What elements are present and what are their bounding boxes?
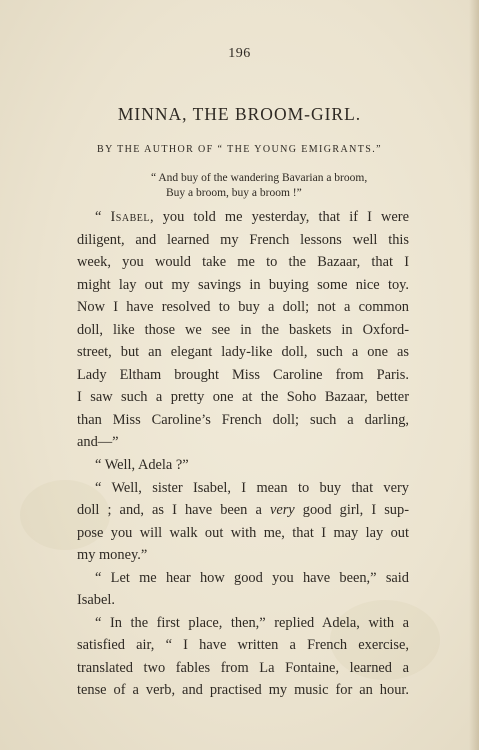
text-line: than Miss Caroline’s French doll; such a darling, (77, 411, 409, 428)
epigraph-line: Buy a broom, buy a broom !” (166, 187, 302, 199)
text-line: “ Isabel, you told me yesterday, that if I were (95, 209, 409, 225)
text-line: might lay out my savings in buying some nice toy. (77, 276, 409, 293)
text-line: “ Let me hear how good you have been,” said (95, 569, 409, 586)
paragraph (77, 612, 409, 702)
text-line: Lady Eltham brought Miss Caroline from Paris. (77, 366, 409, 383)
text-line: satisfied air, “ I have written a French exercise, (77, 637, 409, 654)
paragraph (77, 567, 409, 612)
text-line: “ Well, Adela ?” (95, 457, 189, 474)
page-number: 196 (228, 46, 251, 61)
text-line: week, you would take me to the Bazaar, that I (77, 254, 409, 271)
text-line: tense of a verb, and practised my music for an hour. (77, 682, 409, 699)
chapter-title: MINNA, THE BROOM-GIRL. (117, 104, 362, 124)
paragraph (77, 206, 409, 454)
text-line: I saw such a pretty one at the Soho Bazaar, better (77, 389, 409, 406)
emphasis: very (269, 502, 295, 519)
text-line: pose you will walk out with me, that I may lay out (77, 524, 409, 541)
text-line: and—” (77, 434, 119, 451)
text-line: Isabel. (77, 592, 115, 609)
epigraph-line: “ And buy of the wandering Bavarian a broom, (151, 172, 368, 184)
paragraph (77, 454, 409, 477)
text-line: translated two fables from La Fontaine, learned a (77, 659, 409, 676)
text-line: street, but an elegant lady-like doll, such a one as (77, 344, 409, 361)
text-line: doll, like those we see in the baskets in Oxford- (77, 321, 409, 338)
text-line: Now I have resolved to buy a doll; not a common (77, 299, 409, 316)
author-byline: BY THE AUTHOR OF “ THE YOUNG EMIGRANTS.” (97, 144, 382, 155)
text-line: “ Well, sister Isabel, I mean to buy that very (95, 479, 409, 496)
epigraph (0, 171, 479, 201)
speaker-name: Isabel (110, 209, 150, 225)
text-line: diligent, and learned my French lessons well this (77, 231, 409, 248)
text-line: doll ; and, as I have been a very good girl, I sup- (77, 502, 409, 519)
text-line: “ In the first place, then,” replied Adela, with a (95, 614, 409, 631)
paragraph (77, 477, 409, 567)
text-line: my money.” (77, 547, 148, 564)
body-text (77, 206, 409, 702)
